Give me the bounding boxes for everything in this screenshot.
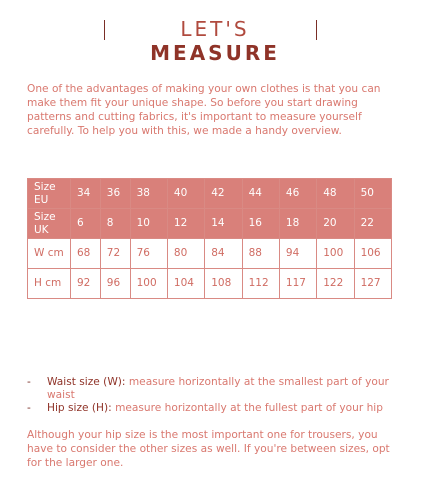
table-cell: 96 — [100, 269, 130, 299]
table-cell: 84 — [205, 239, 242, 269]
table-cell: 22 — [354, 209, 391, 239]
title-strong: MEASURE — [150, 41, 280, 65]
note-label: Waist size (W): — [47, 376, 126, 388]
outro-paragraph: Although your hip size is the most important one for trousers, you have to consider the other sizes as well. If you're between sizes, opt for the larger one. — [27, 428, 390, 470]
table-cell: 20 — [317, 209, 354, 239]
table-cell: 50 — [354, 179, 391, 209]
page-title — [120, 17, 310, 65]
table-cell: 40 — [167, 179, 204, 209]
table-cell: 76 — [130, 239, 167, 269]
row-label: Size EU — [28, 179, 71, 209]
list-item — [27, 402, 407, 415]
bullet-dash: - — [27, 402, 31, 414]
row-label: Size UK — [28, 209, 71, 239]
table-cell: 48 — [317, 179, 354, 209]
table-cell: 108 — [205, 269, 242, 299]
table-cell: 10 — [130, 209, 167, 239]
table-cell: 72 — [100, 239, 130, 269]
table-cell: 100 — [130, 269, 167, 299]
table-cell: 14 — [205, 209, 242, 239]
size-table — [27, 178, 392, 299]
table-cell: 100 — [317, 239, 354, 269]
title-row — [0, 17, 430, 65]
table-cell: 80 — [167, 239, 204, 269]
table-cell: 8 — [100, 209, 130, 239]
intro-paragraph: One of the advantages of making your own clothes is that you can make them fit your unique shape. So before you start drawing patterns and cutting fabrics, it's important to measure yourself carefully. To help you with this, we made a handy overview. — [27, 82, 381, 138]
table-cell: 44 — [242, 179, 279, 209]
table-cell: 127 — [354, 269, 391, 299]
note-label: Hip size (H): — [47, 402, 112, 414]
table-cell: 46 — [279, 179, 316, 209]
table-cell: 92 — [71, 269, 101, 299]
table-cell: 94 — [279, 239, 316, 269]
table-cell: 38 — [130, 179, 167, 209]
row-label: H cm — [28, 269, 71, 299]
table-cell: 104 — [167, 269, 204, 299]
table-cell: 18 — [279, 209, 316, 239]
table-row — [28, 179, 392, 209]
table-cell: 68 — [71, 239, 101, 269]
list-item — [27, 376, 407, 402]
table-cell: 6 — [71, 209, 101, 239]
title-light: LET'S — [180, 17, 250, 41]
table-row — [28, 239, 392, 269]
table-cell: 42 — [205, 179, 242, 209]
table-row — [28, 269, 392, 299]
table-cell: 12 — [167, 209, 204, 239]
table-cell: 122 — [317, 269, 354, 299]
table-cell: 16 — [242, 209, 279, 239]
measurement-notes — [27, 376, 407, 415]
row-label: W cm — [28, 239, 71, 269]
table-cell: 117 — [279, 269, 316, 299]
bullet-dash: - — [27, 376, 31, 388]
note-text: measure horizontally at the smallest part of your waist — [47, 376, 389, 401]
title-divider-left — [104, 20, 105, 40]
table-cell: 112 — [242, 269, 279, 299]
table-cell: 34 — [71, 179, 101, 209]
table-cell: 88 — [242, 239, 279, 269]
table-cell: 106 — [354, 239, 391, 269]
table-cell: 36 — [100, 179, 130, 209]
title-divider-right — [316, 20, 317, 40]
note-text: measure horizontally at the fullest part of your hip — [111, 402, 383, 414]
table-row — [28, 209, 392, 239]
